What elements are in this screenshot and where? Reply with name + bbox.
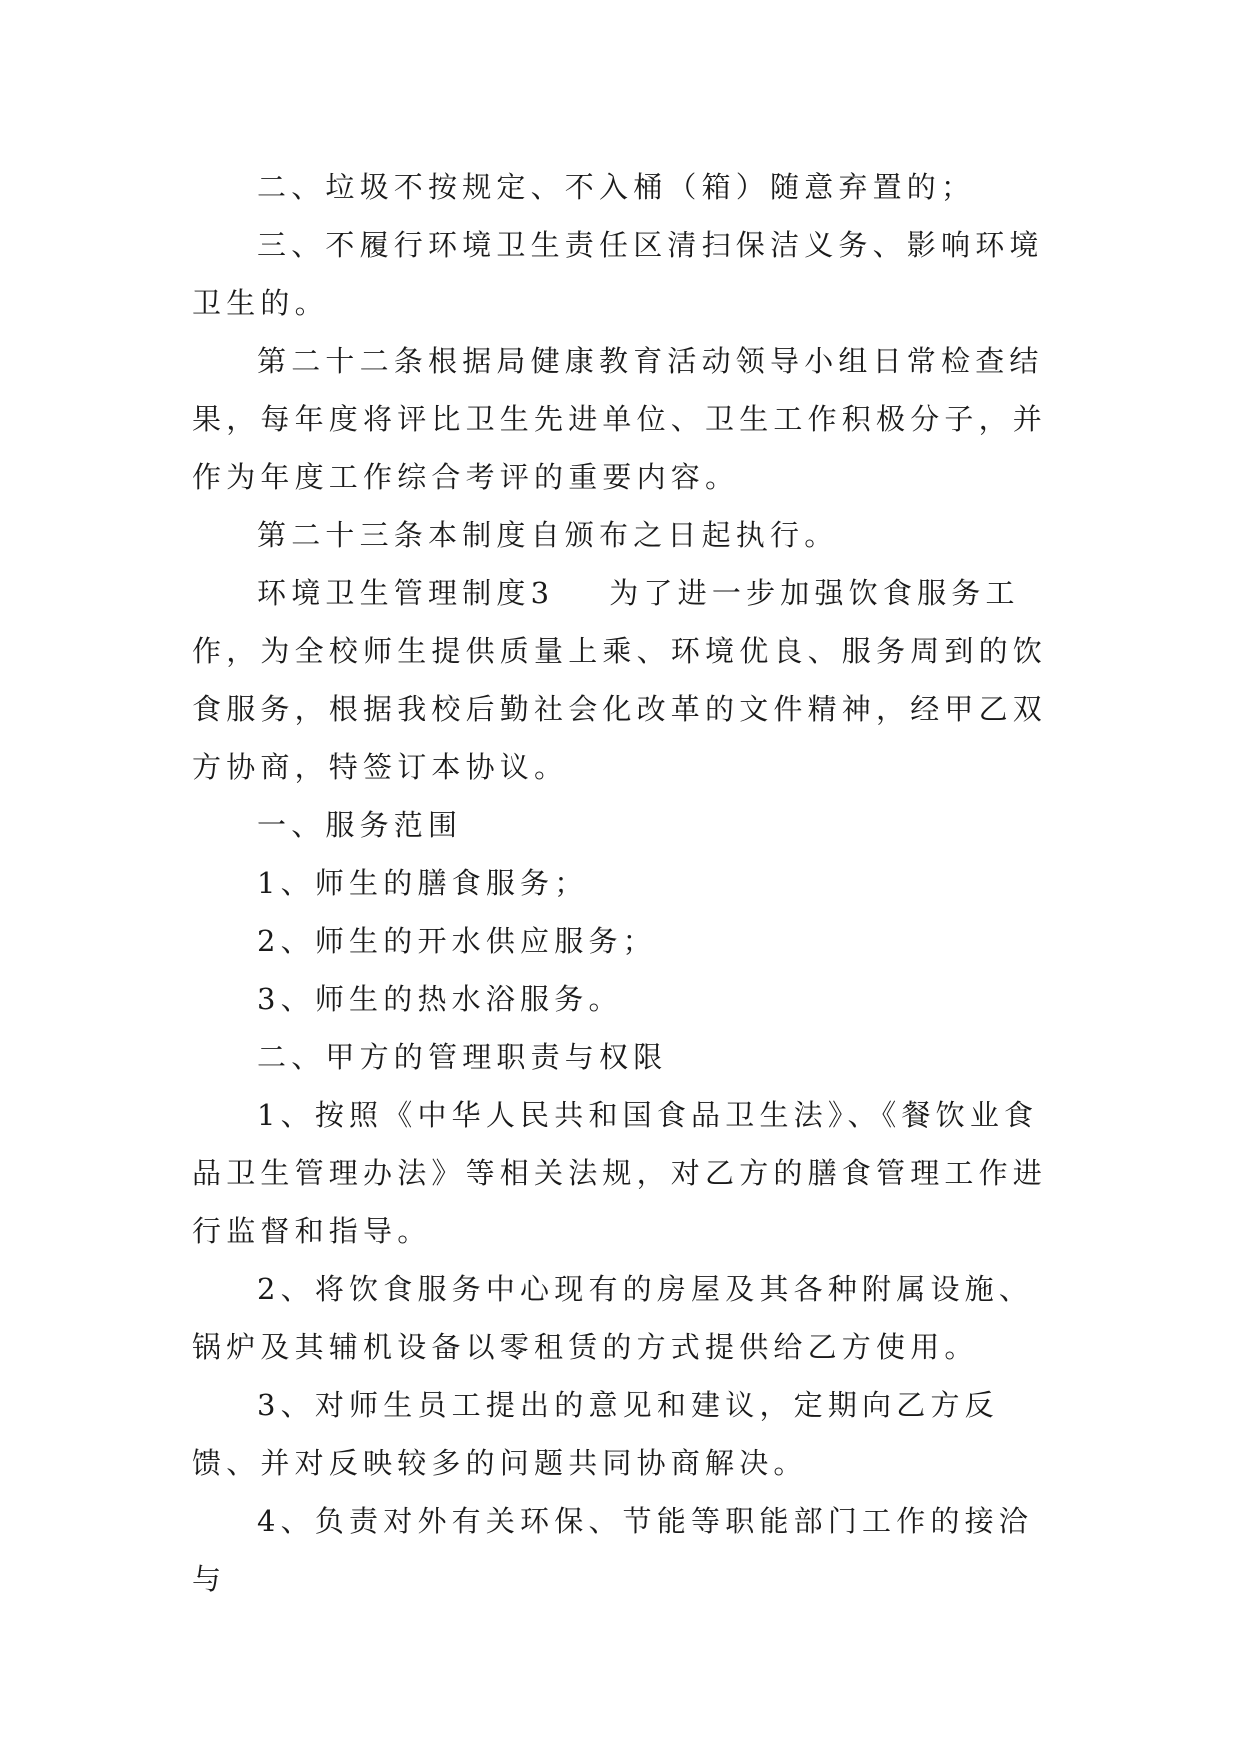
- paragraph-service-1: 1、师生的膳食服务；: [257, 866, 589, 900]
- paragraph-service-3: 3、师生的热水浴服务。: [257, 982, 623, 1016]
- section-intro-text: 为了进一步加强饮食服务工作，为全校师生提供质量上乘、环境优良、服务周到的饮食服务，根据我校后勤社会化改革的文件精神，经甲乙双方协商，特签订本协议。: [192, 576, 1048, 784]
- paragraph-party-a-duty-3: 3、对师生员工提出的意见和建议，定期向乙方反馈、并对反映较多的问题共同协商解决。: [192, 1388, 999, 1480]
- paragraph-party-a-heading: 二、甲方的管理职责与权限: [257, 1040, 668, 1074]
- paragraph-item-2-clause: 二、垃圾不按规定、不入桶（箱）随意弃置的；: [257, 170, 976, 204]
- paragraph-service-scope-heading: 一、服务范围: [257, 808, 463, 842]
- paragraph-party-a-duty-2: 2、将饮食服务中心现有的房屋及其各种附属设施、锅炉及其辅机设备以零租赁的方式提供给乙方使用。: [192, 1272, 1034, 1364]
- paragraph-article-22: 第二十二条根据局健康教育活动领导小组日常检查结果，每年度将评比卫生先进单位、卫生工作积极分子，并作为年度工作综合考评的重要内容。: [192, 344, 1048, 494]
- paragraph-section-3-intro: [192, 564, 1052, 796]
- paragraph-service-2: 2、师生的开水供应服务；: [257, 924, 657, 958]
- paragraph-party-a-duty-1: 1、按照《中华人民共和国食品卫生法》、《餐饮业食品卫生管理办法》等相关法规，对乙方的膳食管理工作进行监督和指导。: [192, 1098, 1048, 1248]
- paragraph-article-23: 第二十三条本制度自颁布之日起执行。: [257, 518, 839, 552]
- section-heading: 环境卫生管理制度3: [257, 576, 555, 610]
- paragraph-party-a-duty-4: 4、负责对外有关环保、节能等职能部门工作的接洽与: [192, 1504, 1034, 1596]
- document-page: [192, 158, 1052, 1608]
- paragraph-item-3-clause: 三、不履行环境卫生责任区清扫保洁义务、影响环境卫生的。: [192, 228, 1044, 320]
